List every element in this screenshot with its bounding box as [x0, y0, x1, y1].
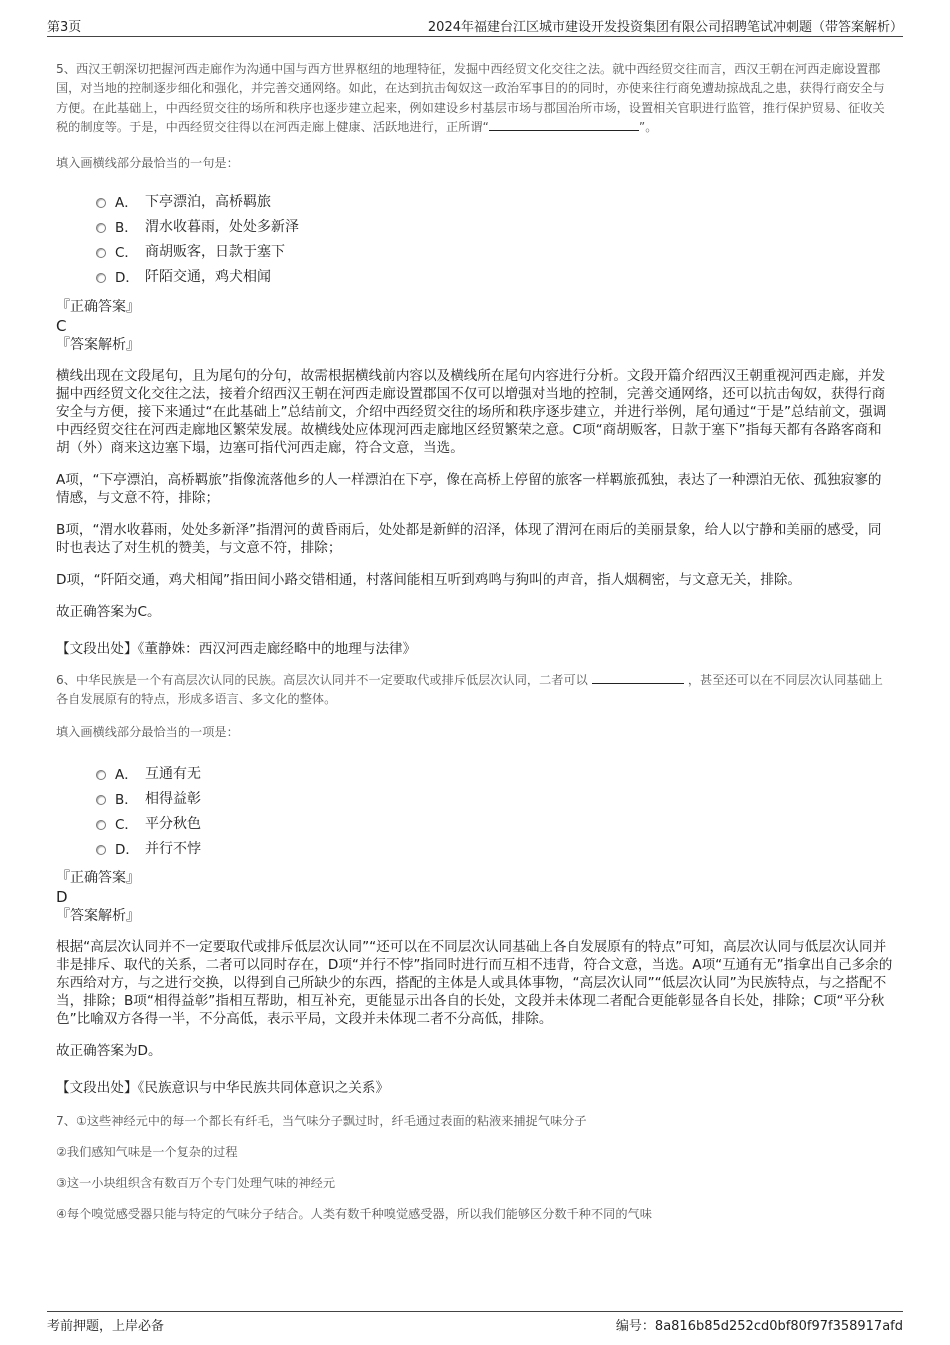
option-a[interactable]: A． 下亭漂泊，高桥羁旅: [96, 189, 894, 214]
answer-blank: [489, 118, 639, 131]
answer-blank: [592, 671, 684, 684]
radio-icon[interactable]: [96, 198, 106, 208]
option-c[interactable]: C． 平分秋色: [96, 810, 894, 835]
document-title: 2024年福建台江区城市建设开发投资集团有限公司招聘笔试冲刺题（带答案解析）: [427, 20, 903, 35]
radio-icon[interactable]: [96, 820, 106, 830]
page-content: [56, 60, 894, 1222]
page-footer: [47, 1311, 903, 1334]
question-6-options: [96, 760, 894, 860]
question-6-prompt: 填入画横线部分最恰当的一项是：: [56, 725, 239, 740]
analysis-text: 横线出现在文段尾句，且为尾句的分句，故需根据横线前内容以及横线所在尾句内容进行分析。文段开篇介绍西汉王朝重视河西走廊，并发掘中西经贸文化交往之法，接着介绍西汉王朝在河西走廊设置郡国不仅可以增强对当地的控制，完善交通网络，还可以抗击匈奴，获得行商安全与方便，接下来通过“在此基础上”总结前文，介绍中西经贸交往的场所和秩序逐步建立，并进行举例，尾句通过“于是”总结前文，强调中西经贸交往在河西走廊地区繁荣发展。故横线处应体现河西走廊地区经贸繁荣之意。C项“商胡贩客，日款于塞下”指每天都有各路客商和胡（外）商来这边塞下塌，边塞可指代河西走廊，符合文意，当选。: [56, 367, 887, 456]
analysis-text: 根据“高层次认同并不一定要取代或排斥低层次认同”“还可以在不同层次认同基础上各自发展原有的特点”可知，高层次认同与低层次认同并非是排斥、取代的关系，二者可以同时存在，D项“并行不悖”指同时进行而互相不违背，符合文意，当选。A项“互通有无”指拿出自己多余的东西给对方，与之进行交换，以得到自己所缺少的东西，搭配的主体是人或具体事物，“高层次认同”“低层次认同”为民族特点，与之搭配不当，排除；B项“相得益彰”指相互帮助，相互补充，更能显示出各自的长处，文段并未体现二者配合更能彰显各自长处，排除；C项“平分秋色”比喻双方各得一半，不分高低，表示平局，文段并未体现二者不分高低，排除。: [56, 939, 893, 1028]
conclusion: 故正确答案为D。: [56, 1043, 162, 1060]
option-d[interactable]: D． 阡陌交通，鸡犬相闻: [96, 264, 894, 289]
question-5-options: [96, 189, 894, 289]
analysis-option-d: D项，“阡陌交通，鸡犬相闻”指田间小路交错相通，村落间能相互听到鸡鸣与狗叫的声音，指人烟稠密，与文意无关，排除。: [56, 571, 802, 588]
option-b[interactable]: B． 相得益彰: [96, 785, 894, 810]
option-d[interactable]: D． 并行不悖: [96, 835, 894, 860]
correct-answer: D: [56, 888, 68, 907]
answer-label: 『正确答案』: [56, 870, 140, 887]
radio-icon[interactable]: [96, 273, 106, 283]
option-b[interactable]: B． 渭水收暮雨，处处多新泽: [96, 214, 894, 239]
radio-icon[interactable]: [96, 248, 106, 258]
analysis-label: 『答案解析』: [56, 336, 140, 353]
page-number: 第3页: [47, 20, 82, 35]
radio-icon[interactable]: [96, 845, 106, 855]
footer-slogan: 考前押题，上岸必备: [47, 1319, 165, 1334]
question-7-item-2: ②我们感知气味是一个复杂的过程: [56, 1145, 238, 1160]
document-code: 编号：8a816b85d252cd0bf80f97f358917afd: [615, 1319, 903, 1334]
source-citation: 【文段出处】《民族意识与中华民族共同体意识之关系》: [56, 1080, 390, 1097]
question-7-item-1: 7、①这些神经元中的每一个都长有纤毛，当气味分子飘过时，纤毛通过表面的粘液来捕捉气味分子: [56, 1114, 587, 1129]
option-a[interactable]: A． 互通有无: [96, 760, 894, 785]
correct-answer: C: [56, 316, 67, 335]
answer-label: 『正确答案』: [56, 298, 140, 315]
option-c[interactable]: C． 商胡贩客，日款于塞下: [96, 239, 894, 264]
source-citation: 【文段出处】《董静姝：西汉河西走廊经略中的地理与法律》: [56, 640, 417, 657]
question-7-item-4: ④每个嗅觉感受器只能与特定的气味分子结合。人类有数千种嗅觉感受器，所以我们能够区分数千种不同的气味: [56, 1207, 652, 1222]
question-5-text: 5、西汉王朝深切把握河西走廊作为沟通中国与西方世界枢纽的地理特征，发掘中西经贸文化交往之法。就中西经贸交往而言，西汉王朝在河西走廊设置郡国，对当地的控制逐步细化和强化，并完善交通网络。如此，在达到抗击匈奴这一政治军事目的的同时，亦使来往行商免遭劫掠战乱之患，获得行商安全与方便。在此基础上，中西经贸交往的场所和秩序也逐步建立起来，例如建设乡村基层市场与郡国治所市场，设置相关官职进行监管，推行保护贸易、征收关税的制度等。于是，中西经贸交往得以在河西走廊上健康、活跃地进行，正所谓“ ”。: [56, 62, 885, 135]
analysis-option-a: A项，“下亭漂泊，高桥羁旅”指像流落他乡的人一样漂泊在下亭，像在高桥上停留的旅客一样羁旅孤独，表达了一种漂泊无依、孤独寂寥的情感，与文意不符，排除；: [56, 471, 882, 506]
question-6-text: 6、中华民族是一个有高层次认同的民族。高层次认同并不一定要取代或排斥低层次认同，二者可以 ，甚至还可以在不同层次认同基础上各自发展原有的特点，形成多语言、多文化的整体。: [56, 672, 883, 707]
radio-icon[interactable]: [96, 770, 106, 780]
conclusion: 故正确答案为C。: [56, 603, 161, 620]
question-5-prompt: 填入画横线部分最恰当的一句是：: [56, 155, 239, 170]
analysis-option-b: B项，“渭水收暮雨，处处多新泽”指渭河的黄昏雨后，处处都是新鲜的沼泽，体现了渭河在雨后的美丽景象，给人以宁静和美丽的感受，同时也表达了对生机的赞美，与文意不符，排除；: [56, 521, 882, 556]
radio-icon[interactable]: [96, 223, 106, 233]
analysis-label: 『答案解析』: [56, 908, 140, 925]
radio-icon[interactable]: [96, 795, 106, 805]
page-header: [47, 16, 903, 37]
question-7-item-3: ③这一小块组织含有数百万个专门处理气味的神经元: [56, 1176, 336, 1191]
